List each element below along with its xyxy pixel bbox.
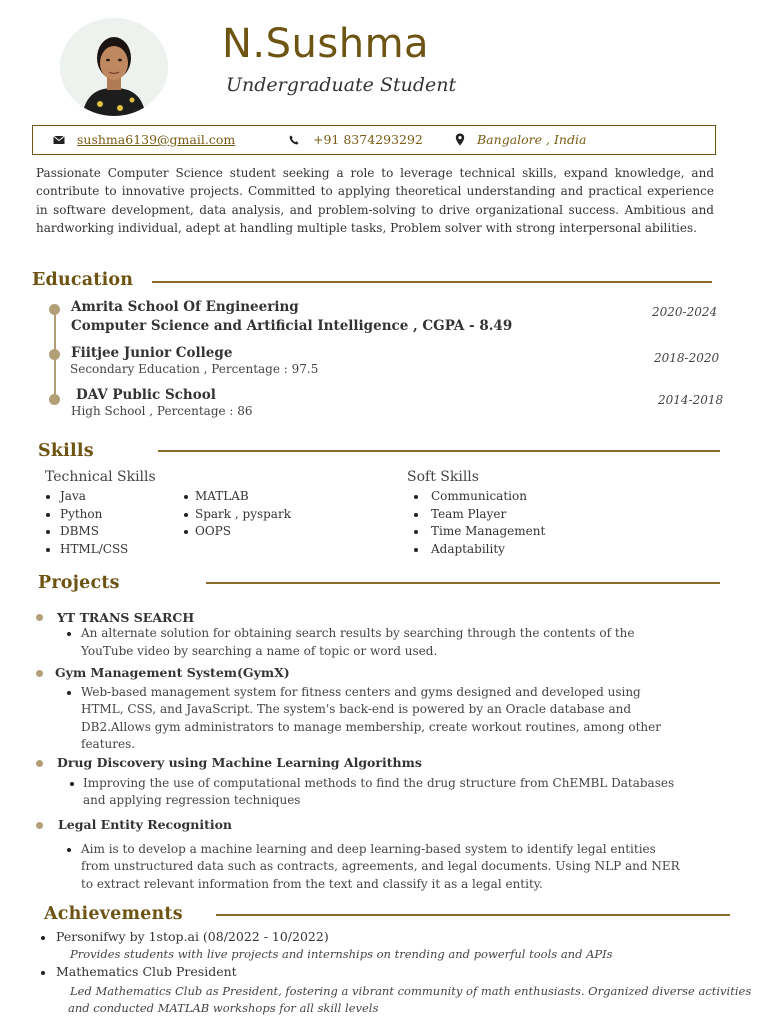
desc-bullet [67, 848, 71, 852]
project-desc-line: DB2.Allows gym administrators to manage membership, create workout routines, among other [81, 720, 661, 734]
project-title: Gym Management System(GymX) [55, 665, 290, 680]
project-desc-line: and applying regression techniques [83, 793, 301, 807]
edu-dates: 2014-2018 [658, 393, 724, 407]
project-desc-line: Improving the use of computational methods to find the drug structure from ChEMBL Databases [83, 776, 675, 790]
envelope-icon [53, 135, 65, 145]
project-desc-line: YouTube video by searching a name of topic or word used. [81, 644, 438, 658]
skill-item: Adaptability [412, 541, 545, 559]
project-desc-line: features. [81, 737, 136, 751]
phone-item [289, 132, 423, 147]
project-bullet [36, 614, 43, 621]
projects-divider [206, 582, 720, 584]
technical-skills-list-2 [182, 488, 291, 541]
edu-school: Amrita School Of Engineering [71, 299, 299, 315]
achievement-title: Mathematics Club President [56, 964, 237, 979]
achievement-desc: Led Mathematics Club as President, fostering a vibrant community of math enthusiasts. Organized diverse activities [70, 984, 752, 998]
skill-item: DBMS [44, 523, 128, 541]
desc-bullet [70, 782, 74, 786]
projects-heading: Projects [38, 573, 120, 593]
project-desc-line: to extract relevant information from the text and classify it as a legal entity. [81, 877, 543, 891]
skill-item: Spark , pyspark [182, 506, 291, 524]
candidate-name: N.Sushma [222, 21, 430, 67]
soft-skills-heading: Soft Skills [407, 469, 479, 485]
edu-detail: High School , Percentage : 86 [71, 404, 253, 418]
achievement-desc: Provides students with live projects and internships on trending and powerful tools and APIs [70, 947, 613, 961]
location-text: Bangalore , India [477, 132, 587, 147]
technical-skills-heading: Technical Skills [45, 469, 156, 485]
desc-bullet [67, 632, 71, 636]
desc-bullet [67, 691, 71, 695]
soft-skills-list [412, 488, 545, 558]
edu-detail: Computer Science and Artificial Intelligence , CGPA - 8.49 [71, 318, 513, 334]
project-desc-line: Web-based management system for fitness centers and gyms designed and developed using [81, 685, 641, 699]
achievements-divider [216, 914, 730, 916]
profile-photo [60, 18, 168, 116]
phone-number: +91 8374293292 [313, 132, 423, 147]
skills-divider [158, 450, 720, 452]
email-item[interactable] [53, 132, 235, 147]
education-divider [152, 281, 712, 283]
technical-skills-list [44, 488, 128, 558]
location-item [455, 132, 586, 147]
project-title: Legal Entity Recognition [58, 817, 233, 832]
project-title: YT TRANS SEARCH [57, 610, 195, 625]
summary-paragraph: Passionate Computer Science student seeking a role to leverage technical skills, expand knowledge, and contribute to innovative projects. Committed to applying theoretical understanding and practical experience in software development, data analysis, and problem-solving to drive organizational success. Ambitious and hardworking individual, adept at handling multiple tasks, Problem solver with strong interpersonal abilities. [36, 166, 714, 236]
achievement-title: Personifwy by 1stop.ai (08/2022 - 10/2022) [56, 929, 329, 944]
email-link[interactable]: sushma6139@gmail.com [77, 132, 236, 147]
skills-heading: Skills [38, 441, 94, 461]
project-title: Drug Discovery using Machine Learning Algorithms [57, 755, 422, 770]
edu-school: Fiitjee Junior College [71, 345, 233, 361]
edu-dates: 2020-2024 [652, 305, 718, 319]
project-desc-line: HTML, CSS, and JavaScript. The system's back-end is powered by an Oracle database and [81, 702, 632, 716]
project-bullet [36, 670, 43, 677]
skill-item: Java [44, 488, 128, 506]
skill-item: Python [44, 506, 128, 524]
map-pin-icon [455, 133, 465, 146]
skill-item: Time Management [412, 523, 545, 541]
skill-item: Team Player [412, 506, 545, 524]
project-desc-line: An alternate solution for obtaining search results by searching through the contents of the [81, 626, 635, 640]
achievement-bullet [41, 936, 45, 940]
edu-dates: 2018-2020 [654, 351, 720, 365]
achievement-bullet [41, 971, 45, 975]
candidate-role: Undergraduate Student [226, 74, 457, 96]
skill-item: HTML/CSS [44, 541, 128, 559]
timeline-dot [49, 304, 60, 315]
education-heading: Education [32, 270, 134, 290]
project-bullet [36, 822, 43, 829]
timeline-dot [49, 394, 60, 405]
contact-bar [32, 125, 716, 155]
achievements-heading: Achievements [44, 904, 183, 924]
project-bullet [36, 760, 43, 767]
skill-item: OOPS [182, 523, 291, 541]
skill-item: Communication [412, 488, 545, 506]
edu-school: DAV Public School [76, 387, 216, 403]
project-desc-line: Aim is to develop a machine learning and deep learning-based system to identify legal entities [81, 842, 656, 856]
achievement-desc: and conducted MATLAB workshops for all skill levels [68, 1001, 379, 1015]
phone-icon [289, 135, 299, 145]
timeline-dot [49, 349, 60, 360]
project-desc-line: from unstructured data such as contracts, agreements, and legal documents. Using NLP and NER [81, 859, 680, 873]
skill-item: MATLAB [182, 488, 291, 506]
edu-detail: Secondary Education , Percentage : 97.5 [70, 362, 319, 376]
